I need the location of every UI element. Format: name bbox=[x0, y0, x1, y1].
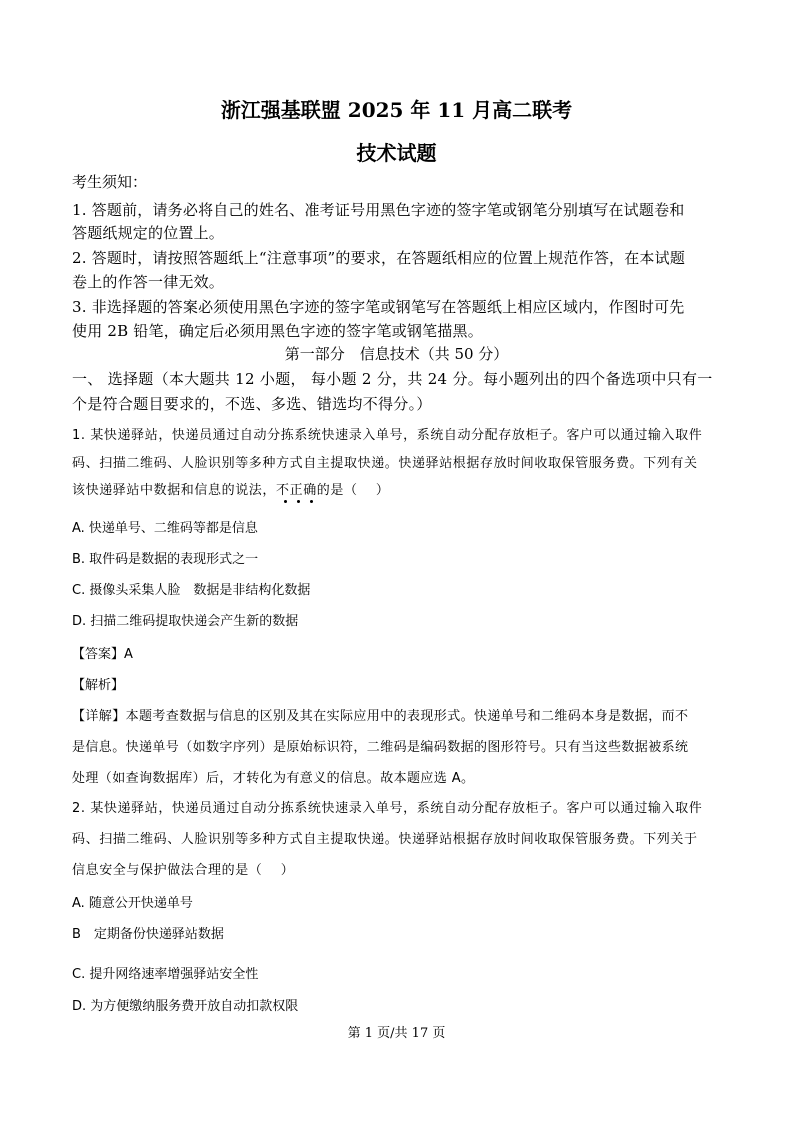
q1-analysis-label: 【解析】 bbox=[72, 678, 125, 693]
q2-stem-line: 信息安全与保护做法合理的是（ ） bbox=[72, 863, 295, 878]
q1-detail-line: 【详解】本题考查数据与信息的区别及其在实际应用中的表现形式。快递单号和二维码本身是数据，而不 bbox=[72, 709, 689, 724]
page-subtitle: 技术试题 bbox=[356, 141, 437, 165]
page-title: 浙江强基联盟 2025 年 11 月高二联考 bbox=[220, 98, 573, 122]
q2-option-a: A. 随意公开快递单号 bbox=[72, 896, 193, 911]
q2-stem-line: 码、扫描二维码、人脸识别等多种方式自主提取快递。快递驿站根据存放时间收取保管服务费。下列关于 bbox=[72, 832, 698, 847]
q1-stem-line: 码、扫描二维码、人脸识别等多种方式自主提取快递。快递驿站根据存放时间收取保管服务费。下列有关 bbox=[72, 456, 698, 471]
notes-line: 2. 答题时，请按照答题纸上“注意事项”的要求，在答题纸相应的位置上规范作答，在本试题 bbox=[72, 249, 686, 267]
q2-stem-line: 2. 某快递驿站，快递员通过自动分拣系统快速录入单号，系统自动分配存放柜子。客户可以通过输入取件 bbox=[72, 801, 703, 816]
notes-line: 答题纸规定的位置上。 bbox=[72, 224, 225, 242]
section-heading-line: 一、 选择题（本大题共 12 小题， 每小题 2 分，共 24 分。每小题列出的四个备选项中只有一 bbox=[72, 370, 713, 388]
notes-line: 使用 2B 铅笔，确定后必须用黑色字迹的签字笔或钢笔描黑。 bbox=[72, 322, 483, 340]
notes-line: 1. 答题前，请务必将自己的姓名、准考证号用黑色字迹的签字笔或钢笔分别填写在试题卷和 bbox=[72, 201, 685, 219]
q1-option-a: A. 快递单号、二维码等都是信息 bbox=[72, 521, 258, 536]
notes-line: 3. 非选择题的答案必须使用黑色字迹的签字笔或钢笔写在答题纸上相应区域内，作图时可先 bbox=[72, 298, 685, 316]
emphasis-dot bbox=[310, 500, 313, 503]
q2-option-b: B 定期备份快递驿站数据 bbox=[72, 927, 224, 942]
q1-answer: 【答案】A bbox=[72, 647, 133, 662]
q1-option-d: D. 扫描二维码提取快递会产生新的数据 bbox=[72, 614, 299, 629]
emphasis-dot bbox=[284, 500, 287, 503]
q1-stem-line: 1. 某快递驿站，快递员通过自动分拣系统快速录入单号，系统自动分配存放柜子。客户可以通过输入取件 bbox=[72, 428, 703, 443]
emphasis-dot bbox=[297, 500, 300, 503]
q1-detail-line: 处理（如查询数据库）后，才转化为有意义的信息。故本题应选 A。 bbox=[72, 771, 475, 786]
q1-option-c: C. 摄像头采集人脸 数据是非结构化数据 bbox=[72, 583, 311, 598]
page-footer: 第 1 页/共 17 页 bbox=[347, 1026, 446, 1041]
notes-line: 卷上的作答一律无效。 bbox=[72, 273, 225, 291]
q2-option-c: C. 提升网络速率增强驿站安全性 bbox=[72, 967, 259, 982]
part-heading: 第一部分 信息技术（共 50 分） bbox=[284, 345, 509, 363]
emphasis-dots bbox=[280, 500, 320, 506]
section-heading-line: 个是符合题目要求的，不选、多选、错选均不得分。） bbox=[72, 395, 432, 413]
q1-stem-line: 该快递驿站中数据和信息的说法，不正确的是（ ） bbox=[72, 483, 390, 498]
q1-option-b: B. 取件码是数据的表现形式之一 bbox=[72, 552, 259, 567]
notes-heading: 考生须知： bbox=[72, 173, 148, 191]
q2-option-d: D. 为方便缴纳服务费开放自动扣款权限 bbox=[72, 999, 299, 1014]
q1-detail-line: 是信息。快递单号（如数字序列）是原始标识符，二维码是编码数据的图形符号。只有当这些数据被系统 bbox=[72, 740, 689, 755]
